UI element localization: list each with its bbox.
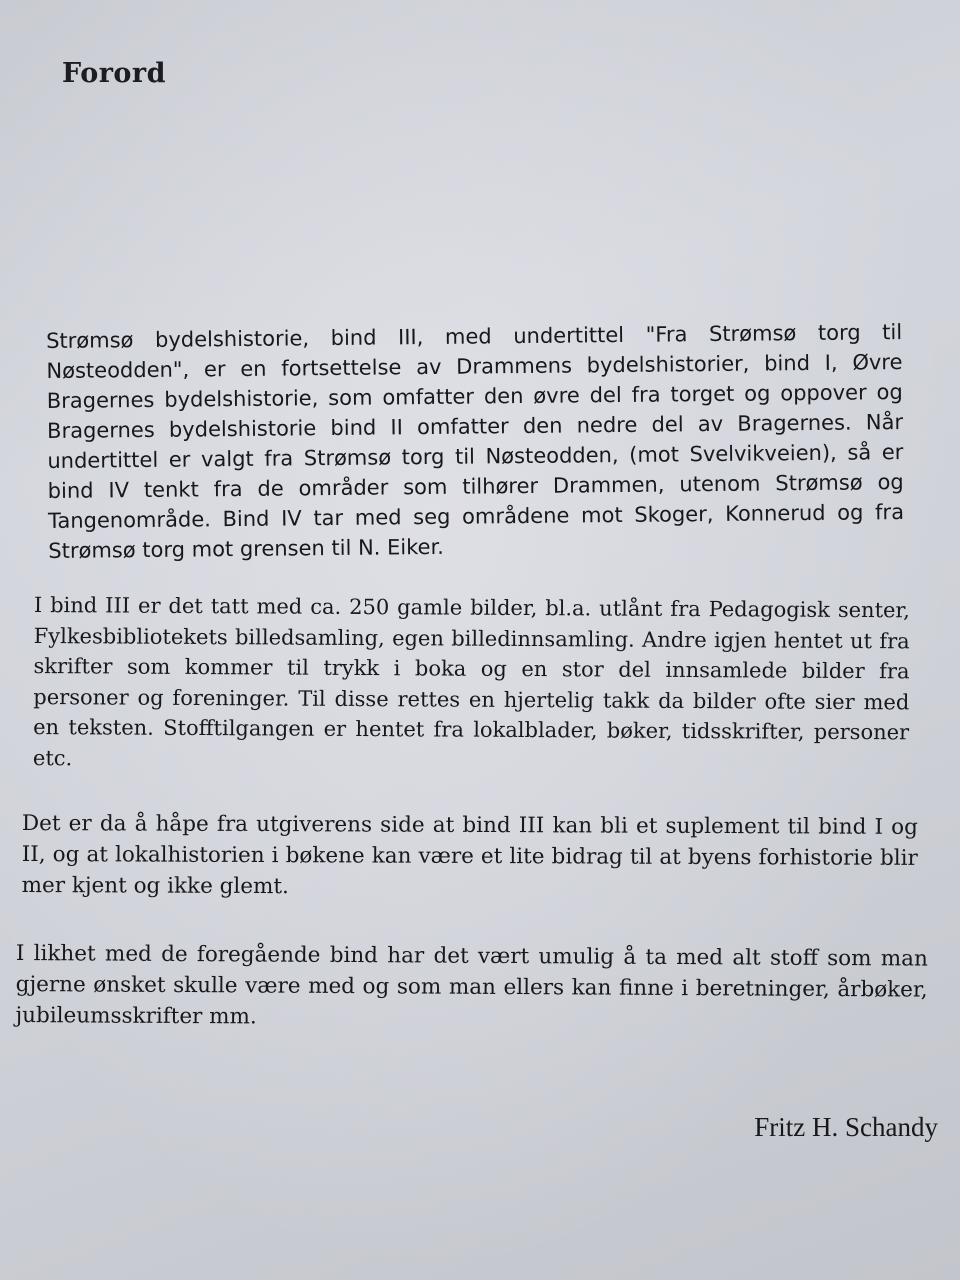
author-signature: Fritz H. Schandy <box>754 1112 938 1142</box>
paragraph-images: I bind III er det tatt med ca. 250 gamle bilder, bl.a. utlånt fra Pedagogisk senter, Fylkesbibliotekets billedsamling, egen billedinnsamling. Andre igjen hentet ut fra skrifter som kommer til trykk i boka og en stor del innsamlede bilder fra personer og foreninger. Til disse rettes en hjertelig takk da bilder ofte sier med en teksten. Stofftilgangen er hentet fra lokalblader, bøker, tidsskrifter, personer etc. <box>32 592 910 770</box>
paragraph-purpose: Det er da å håpe fra utgiverens side at bind III kan bli et suplement til bind I og II, og at lokalhistorien i bøkene kan være et lite bidrag til at byens forhistorie blir mer kjent og ikke glemt. <box>21 811 918 900</box>
paragraph-intro: Strømsø bydelshistorie, bind III, med undertittel "Fra Strømsø torg til Nøsteodden", er en fortsettelse av Drammens bydelshistorier, bind I, Øvre Bragernes bydelshistorie, som omfatter den øvre del fra torget og oppover og Bragernes bydelshistorie bind II omfatter den nedre del av Bragernes. Når undertittel er valgt fra Strømsø torg til Nøsteodden, (mot Svelvikveien), så er bind IV tenkt fra de områder som tilhører Drammen, utenom Strømsø og Tangenområde. Bind IV tar med seg områdene mot Skoger, Konnerud og fra Strømsø torg mot grensen til N. Eiker. <box>46 320 905 563</box>
page-title: Forord <box>62 58 167 89</box>
paragraph-limitations: I likhet med de foregående bind har det vært umulig å ta med alt stoff som man gjerne ønsket skulle være med og som man ellers kan finne i beretninger, årbøker, jubileumsskrifter mm. <box>15 940 928 1030</box>
